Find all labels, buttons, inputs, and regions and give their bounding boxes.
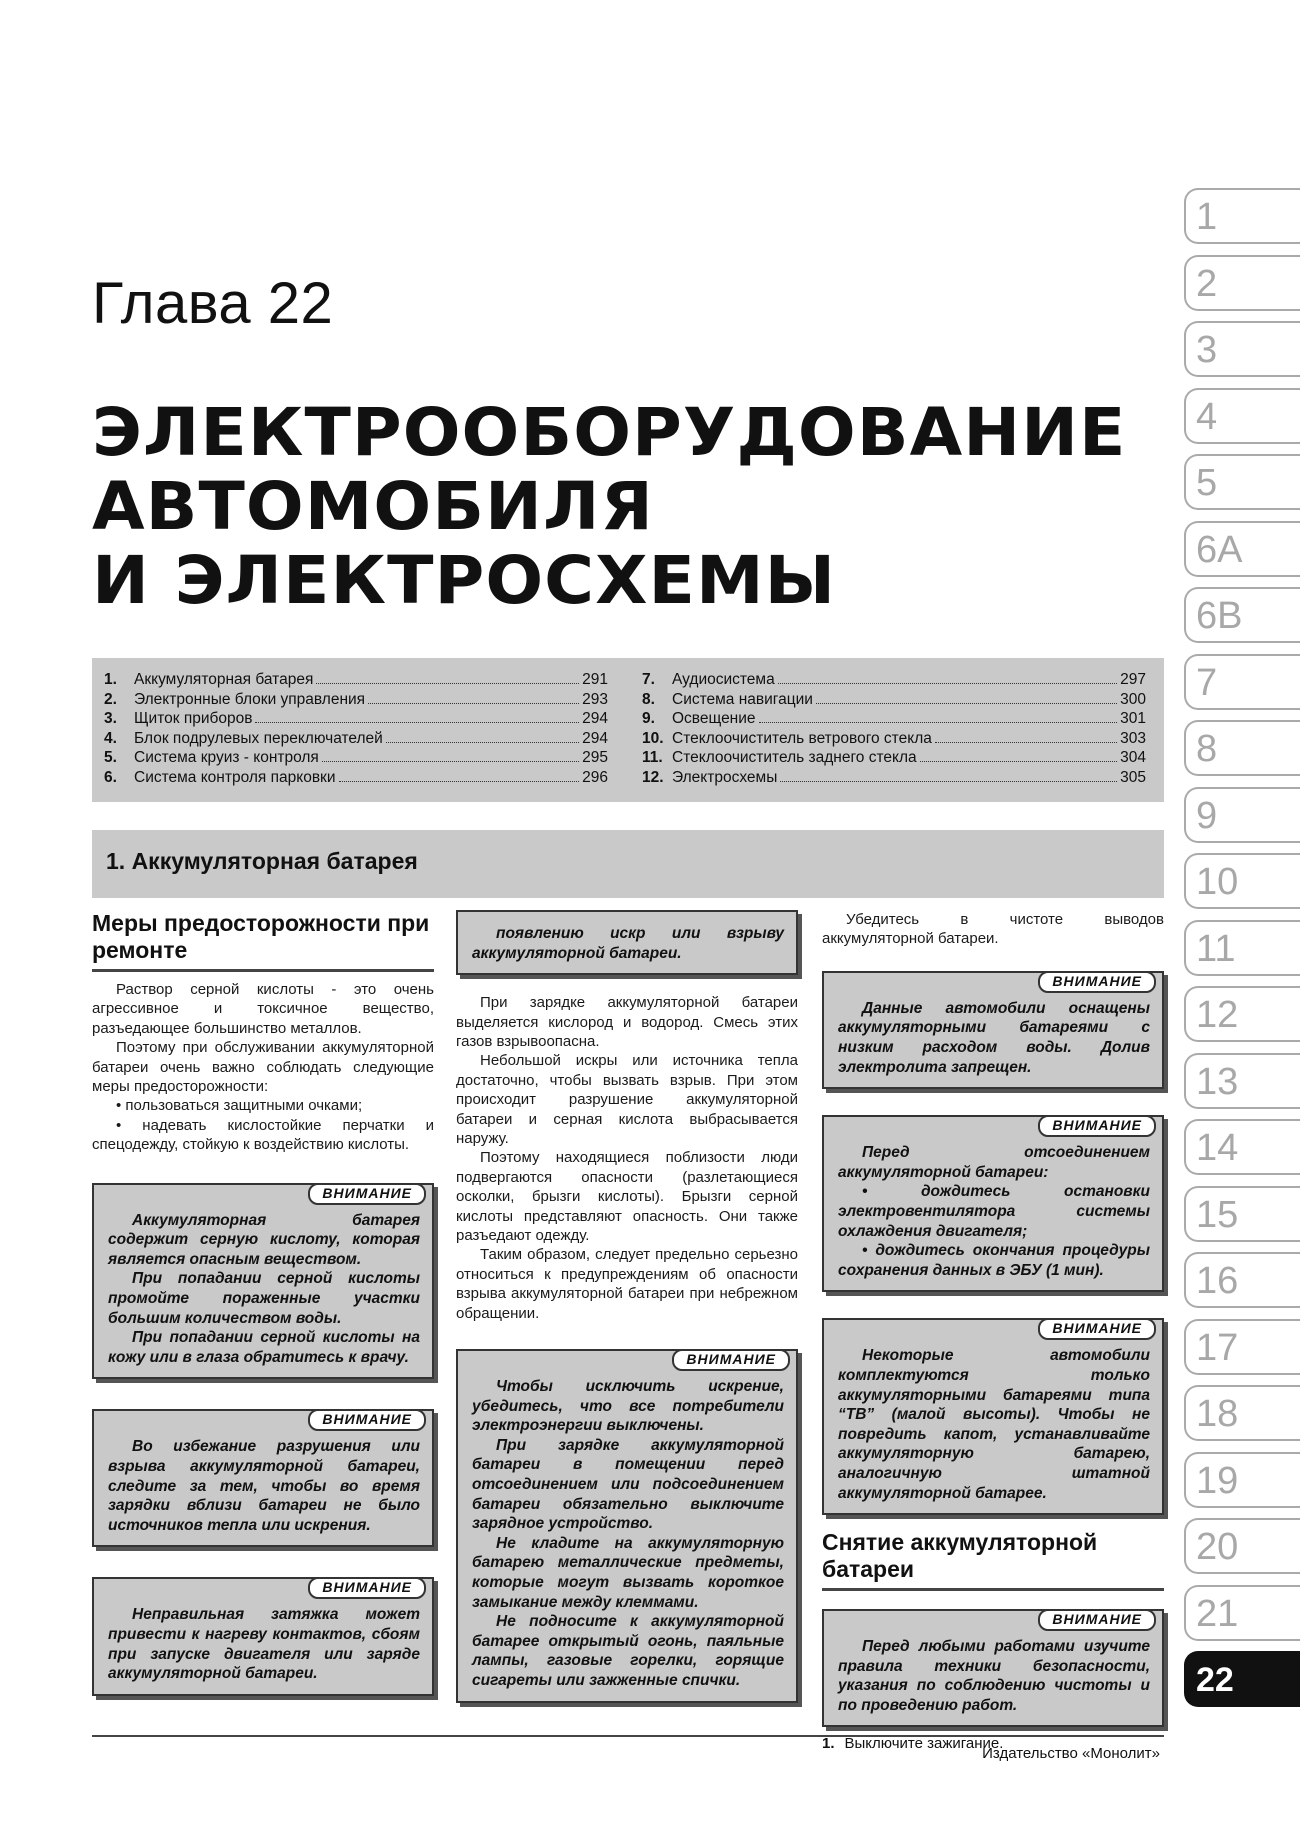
toc-number: 2. xyxy=(104,690,117,708)
body-text xyxy=(822,910,1164,949)
chapter-tab[interactable]: 3 xyxy=(1184,321,1300,377)
warning-badge: ВНИМАНИЕ xyxy=(308,1183,426,1205)
toc-item xyxy=(642,670,1146,690)
list-item: • надевать кислостойкие перчатки и спецодежду, стойкую к воздействию кислоты. xyxy=(92,1116,434,1155)
step-text: Выключите зажигание. xyxy=(844,1735,1004,1753)
title-line: АВТОМОБИЛЯ xyxy=(92,468,654,545)
toc-item xyxy=(104,709,608,729)
toc-page: 297 xyxy=(1120,671,1146,688)
paragraph: Поэтому при обслуживании аккумуляторной батареи очень важно соблюдать следующие меры предосторожности: xyxy=(92,1039,434,1096)
chapter-title xyxy=(92,396,1127,618)
chapter-tab[interactable]: 21 xyxy=(1184,1585,1300,1641)
toc-page: 301 xyxy=(1120,710,1146,728)
toc-text: Аккумуляторная батарея xyxy=(134,671,314,688)
toc-number: 12. xyxy=(642,768,664,786)
toc-page: 294 xyxy=(582,710,608,728)
toc-page: 300 xyxy=(1120,690,1146,708)
warning-text: При зарядке аккумуляторной батареи в помещении перед отсоединением или подсоединением батареи обязательно выключите зарядное устройство. xyxy=(472,1436,784,1533)
warning-text: Во избежание разрушения или взрыва аккумуляторной батареи, следите за тем, чтобы во время зарядки вблизи батареи не было источников тепла или искрения. xyxy=(108,1438,420,1534)
toc-leader xyxy=(759,722,1118,723)
toc-item xyxy=(642,709,1146,729)
precautions-list xyxy=(92,1096,434,1154)
chapter-tab[interactable]: 20 xyxy=(1184,1518,1300,1574)
warning-box xyxy=(822,971,1164,1089)
toc-number: 11. xyxy=(642,749,663,767)
warning-box xyxy=(92,1183,434,1380)
toc-page: 305 xyxy=(1120,768,1146,786)
warning-badge: ВНИМАНИЕ xyxy=(308,1577,426,1599)
list-item: • пользоваться защитными очками; xyxy=(92,1096,434,1115)
toc-item xyxy=(642,748,1146,768)
warning-box xyxy=(456,1349,798,1703)
subheading-precautions: Меры предосторожности при ремонте xyxy=(92,910,434,972)
chapter-tab[interactable]: 17 xyxy=(1184,1319,1300,1375)
toc-number: 3. xyxy=(104,710,117,728)
toc-text: Стеклоочиститель ветрового стекла xyxy=(672,729,932,747)
paragraph: Поэтому находящиеся поблизости люди подвергаются опасности (разлетающиеся осколки, брызги кислоты). Брызги серной кислоты представляют опасность. Они также разъедают одежду. xyxy=(456,1149,798,1245)
step-number: 1. xyxy=(822,1735,835,1753)
toc-leader xyxy=(816,703,1117,704)
toc-number: 5. xyxy=(104,749,117,767)
section-title: 1. Аккумуляторная батарея xyxy=(106,848,418,874)
table-of-contents xyxy=(92,658,1164,802)
title-line: И ЭЛЕКТРОСХЕМЫ xyxy=(92,542,837,619)
chapter-tab[interactable]: 5 xyxy=(1184,454,1300,510)
warning-text: Перед отсоединением аккумуляторной батареи: xyxy=(838,1144,1150,1181)
publisher: Издательство «Монолит» xyxy=(982,1745,1160,1762)
toc-number: 9. xyxy=(642,710,655,728)
toc-text: Электронные блоки управления xyxy=(134,690,366,708)
toc-page: 294 xyxy=(582,729,608,747)
toc-leader xyxy=(316,683,579,684)
warning-text: Неправильная затяжка может привести к нагреву контактов, сбоям при запуске двигателя или заряде аккумуляторной батареи. xyxy=(108,1606,420,1683)
toc-text: Щиток приборов xyxy=(134,710,253,728)
toc-leader xyxy=(935,742,1117,743)
warning-text: Аккумуляторная батарея содержит серную кислоту, которая является опасным веществом. xyxy=(108,1211,420,1268)
chapter-tab[interactable]: 13 xyxy=(1184,1053,1300,1109)
subheading-battery-removal: Снятие аккумуляторной батареи xyxy=(822,1529,1164,1591)
chapter-tab[interactable]: 19 xyxy=(1184,1452,1300,1508)
chapter-tab[interactable]: 6A xyxy=(1184,521,1300,577)
toc-text: Система круиз - контроля xyxy=(134,749,319,767)
warning-box xyxy=(822,1318,1164,1515)
chapter-tab[interactable]: 4 xyxy=(1184,388,1300,444)
body-text xyxy=(456,993,798,1323)
warning-text: • дождитесь окончания процедуры сохранения данных в ЭБУ (1 мин). xyxy=(838,1242,1150,1279)
warning-box xyxy=(92,1577,434,1695)
column-1 xyxy=(92,910,434,1696)
column-3 xyxy=(822,910,1164,1752)
warning-text: Не подносите к аккумуляторной батарее открытый огонь, паяльные лампы, газовые горелки, горящие сигареты или зажженные спички. xyxy=(472,1613,784,1689)
warning-text: При попадании серной кислоты промойте пораженные участки большим количеством воды. xyxy=(108,1270,420,1327)
chapter-tab[interactable]: 2 xyxy=(1184,255,1300,311)
toc-number: 1. xyxy=(104,671,117,688)
warning-text: Некоторые автомобили комплектуются только аккумуляторными батареями типа “ТВ” (малой высоты). Чтобы не повредить капот, устанавливайте аккумуляторную батарею, аналогичную штатной аккумуляторной батарее. xyxy=(838,1347,1150,1502)
warning-text: Данные автомобили оснащены аккумуляторными батареями с низким расходом воды. Долив электролита запрещен. xyxy=(838,999,1150,1076)
column-2 xyxy=(456,910,798,1703)
warning-text: Чтобы исключить искрение, убедитесь, что все потребители электроэнергии выключены. xyxy=(472,1378,784,1435)
chapter-tab[interactable]: 6B xyxy=(1184,587,1300,643)
chapter-tab[interactable]: 16 xyxy=(1184,1252,1300,1308)
toc-item xyxy=(642,768,1146,788)
warning-box-continued xyxy=(456,910,798,975)
paragraph: Таким образом, следует предельно серьезно относиться к предупреждениям об опасности взрыва аккумуляторной батареи при небрежном обращении. xyxy=(456,1246,798,1322)
toc-text: Система контроля парковки xyxy=(134,768,336,786)
toc-text: Система навигации xyxy=(672,690,813,708)
toc-item xyxy=(104,670,608,690)
toc-column-left xyxy=(104,670,608,788)
toc-number: 7. xyxy=(642,671,655,688)
toc-text: Освещение xyxy=(672,710,756,728)
toc-leader xyxy=(368,703,579,704)
title-line: ЭЛЕКТРООБОРУДОВАНИЕ xyxy=(92,394,1127,471)
warning-badge: ВНИМАНИЕ xyxy=(1038,1609,1156,1631)
chapter-tab[interactable]: 9 xyxy=(1184,787,1300,843)
toc-number: 4. xyxy=(104,729,117,747)
toc-item xyxy=(642,690,1146,710)
body-text xyxy=(92,980,434,1155)
warning-text: Перед любыми работами изучите правила техники безопасности, указания по соблюдению чистоты и по проведению работ. xyxy=(838,1638,1150,1714)
warning-box xyxy=(92,1409,434,1547)
chapter-tab[interactable]: 12 xyxy=(1184,986,1300,1042)
toc-leader xyxy=(778,683,1117,684)
toc-page: 291 xyxy=(582,671,608,688)
chapter-tab[interactable]: 10 xyxy=(1184,853,1300,909)
chapter-tab[interactable]: 14 xyxy=(1184,1119,1300,1175)
toc-text: Стеклоочиститель заднего стекла xyxy=(672,749,917,767)
footer-rule xyxy=(92,1735,1164,1737)
chapter-tab[interactable]: 18 xyxy=(1184,1385,1300,1441)
toc-number: 8. xyxy=(642,690,655,708)
chapter-tab[interactable]: 22 xyxy=(1184,1651,1300,1707)
paragraph: Небольшой искры или источника тепла достаточно, чтобы вызвать взрыв. При этом происходит разрушение аккумуляторной батареи и серная кислота выбрасывается наружу. xyxy=(456,1052,798,1148)
toc-item xyxy=(104,729,608,749)
toc-item xyxy=(104,690,608,710)
toc-item xyxy=(104,768,608,788)
section-header xyxy=(92,830,1164,898)
chapter-tab[interactable]: 7 xyxy=(1184,654,1300,710)
chapter-label: Глава 22 xyxy=(92,271,334,336)
warning-text: • дождитесь остановки электровентилятора системы охлаждения двигателя; xyxy=(838,1183,1150,1240)
chapter-tab[interactable]: 15 xyxy=(1184,1186,1300,1242)
warning-text: появлению искр или взрыву аккумуляторной батареи. xyxy=(472,925,784,962)
toc-leader xyxy=(339,781,580,782)
toc-text: Электросхемы xyxy=(672,768,778,786)
warning-badge: ВНИМАНИЕ xyxy=(1038,1318,1156,1340)
toc-page: 304 xyxy=(1120,749,1146,767)
toc-text: Аудиосистема xyxy=(672,671,775,688)
toc-text: Блок подрулевых переключателей xyxy=(134,729,383,747)
toc-page: 295 xyxy=(582,749,608,767)
toc-leader xyxy=(255,722,579,723)
warning-badge: ВНИМАНИЕ xyxy=(1038,971,1156,993)
toc-number: 6. xyxy=(104,768,117,786)
toc-leader xyxy=(386,742,579,743)
toc-leader xyxy=(322,761,579,762)
toc-page: 296 xyxy=(582,768,608,786)
warning-box xyxy=(822,1609,1164,1727)
paragraph: Убедитесь в чистоте выводов аккумуляторной батареи. xyxy=(822,911,1164,948)
paragraph: При зарядке аккумуляторной батареи выделяется кислород и водород. Смесь этих газов взрывоопасна. xyxy=(456,994,798,1050)
chapter-tab[interactable]: 11 xyxy=(1184,920,1300,976)
toc-item xyxy=(104,748,608,768)
chapter-tab[interactable]: 1 xyxy=(1184,188,1300,244)
warning-text: Не кладите на аккумуляторную батарею металлические предметы, которые могут вызвать короткое замыкание между клеммами. xyxy=(472,1534,784,1611)
warning-badge: ВНИМАНИЕ xyxy=(672,1349,790,1371)
toc-page: 303 xyxy=(1120,729,1146,747)
toc-page: 293 xyxy=(582,690,608,708)
warning-box xyxy=(822,1115,1164,1292)
warning-text: При попадании серной кислоты на кожу или в глаза обратитесь к врачу. xyxy=(108,1329,420,1366)
warning-badge: ВНИМАНИЕ xyxy=(308,1409,426,1431)
chapter-tab[interactable]: 8 xyxy=(1184,720,1300,776)
warning-badge: ВНИМАНИЕ xyxy=(1038,1115,1156,1137)
paragraph: Раствор серной кислоты - это очень агрессивное и токсичное вещество, разъедающее большинство металлов. xyxy=(92,981,434,1037)
toc-column-right xyxy=(642,670,1146,788)
toc-item xyxy=(642,729,1146,749)
toc-leader xyxy=(920,761,1118,762)
toc-leader xyxy=(780,781,1117,782)
toc-number: 10. xyxy=(642,729,664,747)
